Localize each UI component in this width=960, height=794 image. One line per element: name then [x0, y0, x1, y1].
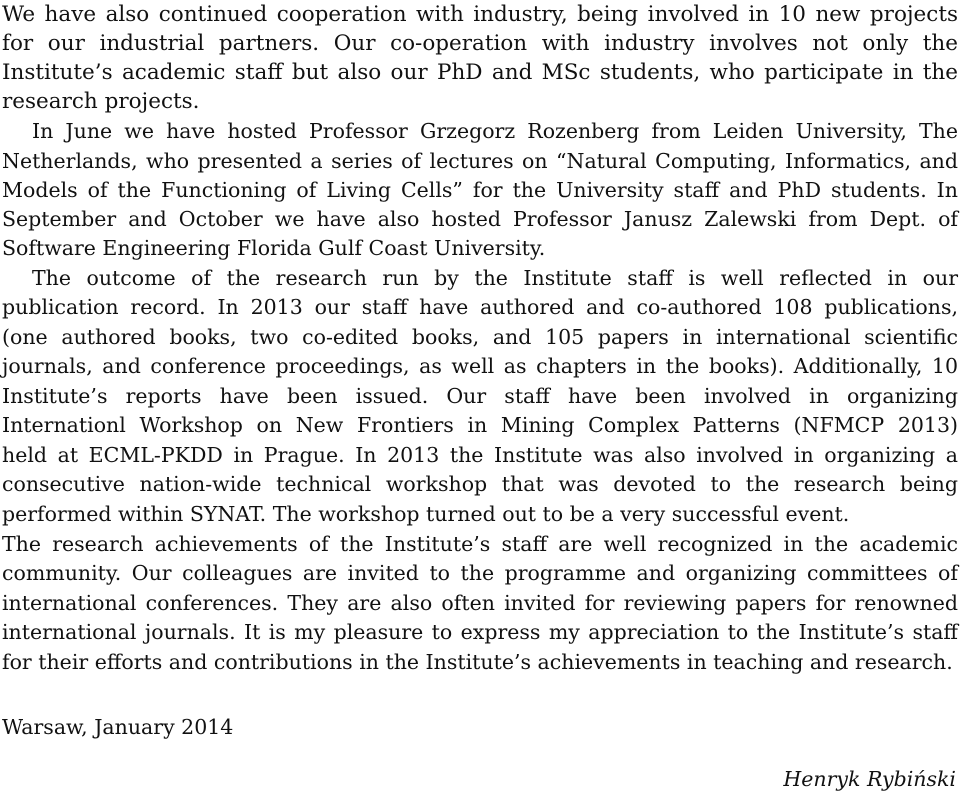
text-line: publication record. In 2013 our staff have authored and co-authored 108 publications,	[2, 295, 958, 319]
text-line: Software Engineering Florida Gulf Coast University.	[2, 236, 546, 260]
text-line: (one authored books, two co-edited books, and 105 papers in international scientific	[2, 325, 958, 349]
text-line: performed within SYNAT. The workshop turned out to be a very successful event.	[2, 502, 850, 526]
text-line: international conferences. They are also often invited for reviewing papers for renowned	[2, 591, 958, 615]
text-line: We have also continued cooperation with industry, being involved in 10 new projects	[2, 2, 958, 27]
text-line: Netherlands, who presented a series of lectures on “Natural Computing, Informatics, and	[2, 149, 958, 173]
text-line: community. Our colleagues are invited to the programme and organizing committees of	[2, 561, 958, 585]
text-line: journals, and conference proceedings, as well as chapters in the books). Additionally, 10	[2, 354, 958, 378]
text-line: Institute’s reports have been issued. Our staff have been involved in organizing	[2, 384, 958, 408]
text-line: September and October we have also hosted Professor Janusz Zalewski from Dept. of	[2, 207, 958, 231]
text-line: international journals. It is my pleasure to express my appreciation to the Institute’s staff	[2, 620, 958, 644]
text-line: held at ECML-PKDD in Prague. In 2013 the Institute was also involved in organizing a	[2, 443, 958, 467]
text-line: Internationl Workshop on New Frontiers in Mining Complex Patterns (NFMCP 2013)	[2, 413, 958, 437]
text-line: consecutive nation-wide technical workshop that was devoted to the research being	[2, 472, 958, 496]
text-line: The research achievements of the Institute’s staff are well recognized in the academic	[2, 532, 958, 556]
text-line: The outcome of the research run by the Institute staff is well reflected in our	[32, 266, 958, 290]
text-line: for their efforts and contributions in the Institute’s achievements in teaching and research.	[2, 650, 953, 674]
text-line: for our industrial partners. Our co-operation with industry involves not only the	[2, 31, 958, 56]
text-line: research projects.	[2, 89, 200, 114]
date-line: Warsaw, January 2014	[2, 715, 234, 739]
text-line: Models of the Functioning of Living Cells” for the University staff and PhD students. In	[2, 178, 958, 202]
author-signature: Henryk Rybiński	[783, 767, 956, 791]
text-line: In June we have hosted Professor Grzegorz Rozenberg from Leiden University, The	[32, 119, 958, 143]
text-line: Institute’s academic staff but also our PhD and MSc students, who participate in the	[2, 60, 958, 85]
